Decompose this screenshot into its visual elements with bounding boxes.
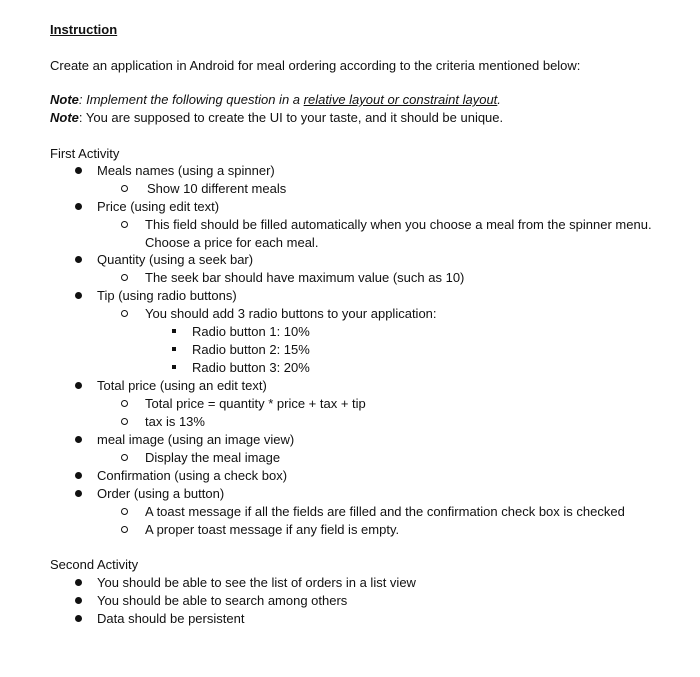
- list-subitem: A proper toast message if any field is empty.: [145, 522, 400, 537]
- page-title: Instruction: [50, 22, 118, 37]
- bullet-icon: [75, 167, 82, 174]
- bullet-icon: [75, 292, 82, 299]
- note-text-after: .: [497, 92, 501, 107]
- note-label: Note: [50, 92, 79, 107]
- list-item: You should be able to search among others: [97, 593, 348, 608]
- list-item: Order (using a button): [97, 486, 225, 501]
- list-item: Data should be persistent: [97, 611, 245, 626]
- bullet-icon: [75, 382, 82, 389]
- list-subitem-continuation: Choose a price for each meal.: [145, 235, 319, 250]
- second-activity-heading: Second Activity: [50, 557, 139, 572]
- note-ui: [50, 110, 503, 126]
- radio-option-item: Radio button 2: 15%: [192, 342, 310, 357]
- circle-bullet-icon: [121, 274, 128, 281]
- list-subitem: The seek bar should have maximum value (such as 10): [145, 270, 465, 285]
- square-bullet-icon: [172, 347, 176, 351]
- intro-paragraph: Create an application in Android for meal ordering according to the criteria mentioned below:: [50, 58, 581, 73]
- list-subitem: This field should be filled automatically when you choose a meal from the spinner menu.: [145, 217, 652, 232]
- bullet-icon: [75, 597, 82, 604]
- list-item: meal image (using an image view): [97, 432, 295, 447]
- list-item: Meals names (using a spinner): [97, 163, 275, 178]
- bullet-icon: [75, 436, 82, 443]
- square-bullet-icon: [172, 329, 176, 333]
- list-subitem: You should add 3 radio buttons to your application:: [145, 306, 437, 321]
- list-subitem: A toast message if all the fields are filled and the confirmation check box is checked: [145, 504, 625, 519]
- list-item: Total price (using an edit text): [97, 378, 267, 393]
- note-text: : You are supposed to create the UI to your taste, and it should be unique.: [78, 110, 504, 125]
- list-item: Quantity (using a seek bar): [97, 252, 254, 267]
- first-activity-heading: First Activity: [50, 146, 120, 161]
- note-label: Note: [50, 110, 79, 125]
- list-item: You should be able to see the list of orders in a list view: [97, 575, 416, 590]
- note-text-before: : Implement the following question in a: [78, 92, 304, 107]
- circle-bullet-icon: [121, 400, 128, 407]
- bullet-icon: [75, 203, 82, 210]
- list-item: Tip (using radio buttons): [97, 288, 237, 303]
- list-item: Price (using edit text): [97, 199, 220, 214]
- circle-bullet-icon: [121, 526, 128, 533]
- circle-bullet-icon: [121, 185, 128, 192]
- circle-bullet-icon: [121, 508, 128, 515]
- bullet-icon: [75, 472, 82, 479]
- bullet-icon: [75, 490, 82, 497]
- radio-option-item: Radio button 1: 10%: [192, 324, 310, 339]
- circle-bullet-icon: [121, 310, 128, 317]
- bullet-icon: [75, 579, 82, 586]
- circle-bullet-icon: [121, 454, 128, 461]
- bullet-icon: [75, 615, 82, 622]
- note-underlined-text: relative layout or constraint layout: [303, 92, 498, 107]
- list-subitem: Display the meal image: [145, 450, 281, 465]
- list-item: Confirmation (using a check box): [97, 468, 288, 483]
- list-subitem: tax is 13%: [145, 414, 205, 429]
- circle-bullet-icon: [121, 418, 128, 425]
- list-subitem: Show 10 different meals: [147, 181, 287, 196]
- square-bullet-icon: [172, 365, 176, 369]
- note-implementation: [50, 92, 501, 108]
- circle-bullet-icon: [121, 221, 128, 228]
- radio-option-item: Radio button 3: 20%: [192, 360, 310, 375]
- list-subitem: Total price = quantity * price + tax + tip: [145, 396, 366, 411]
- bullet-icon: [75, 256, 82, 263]
